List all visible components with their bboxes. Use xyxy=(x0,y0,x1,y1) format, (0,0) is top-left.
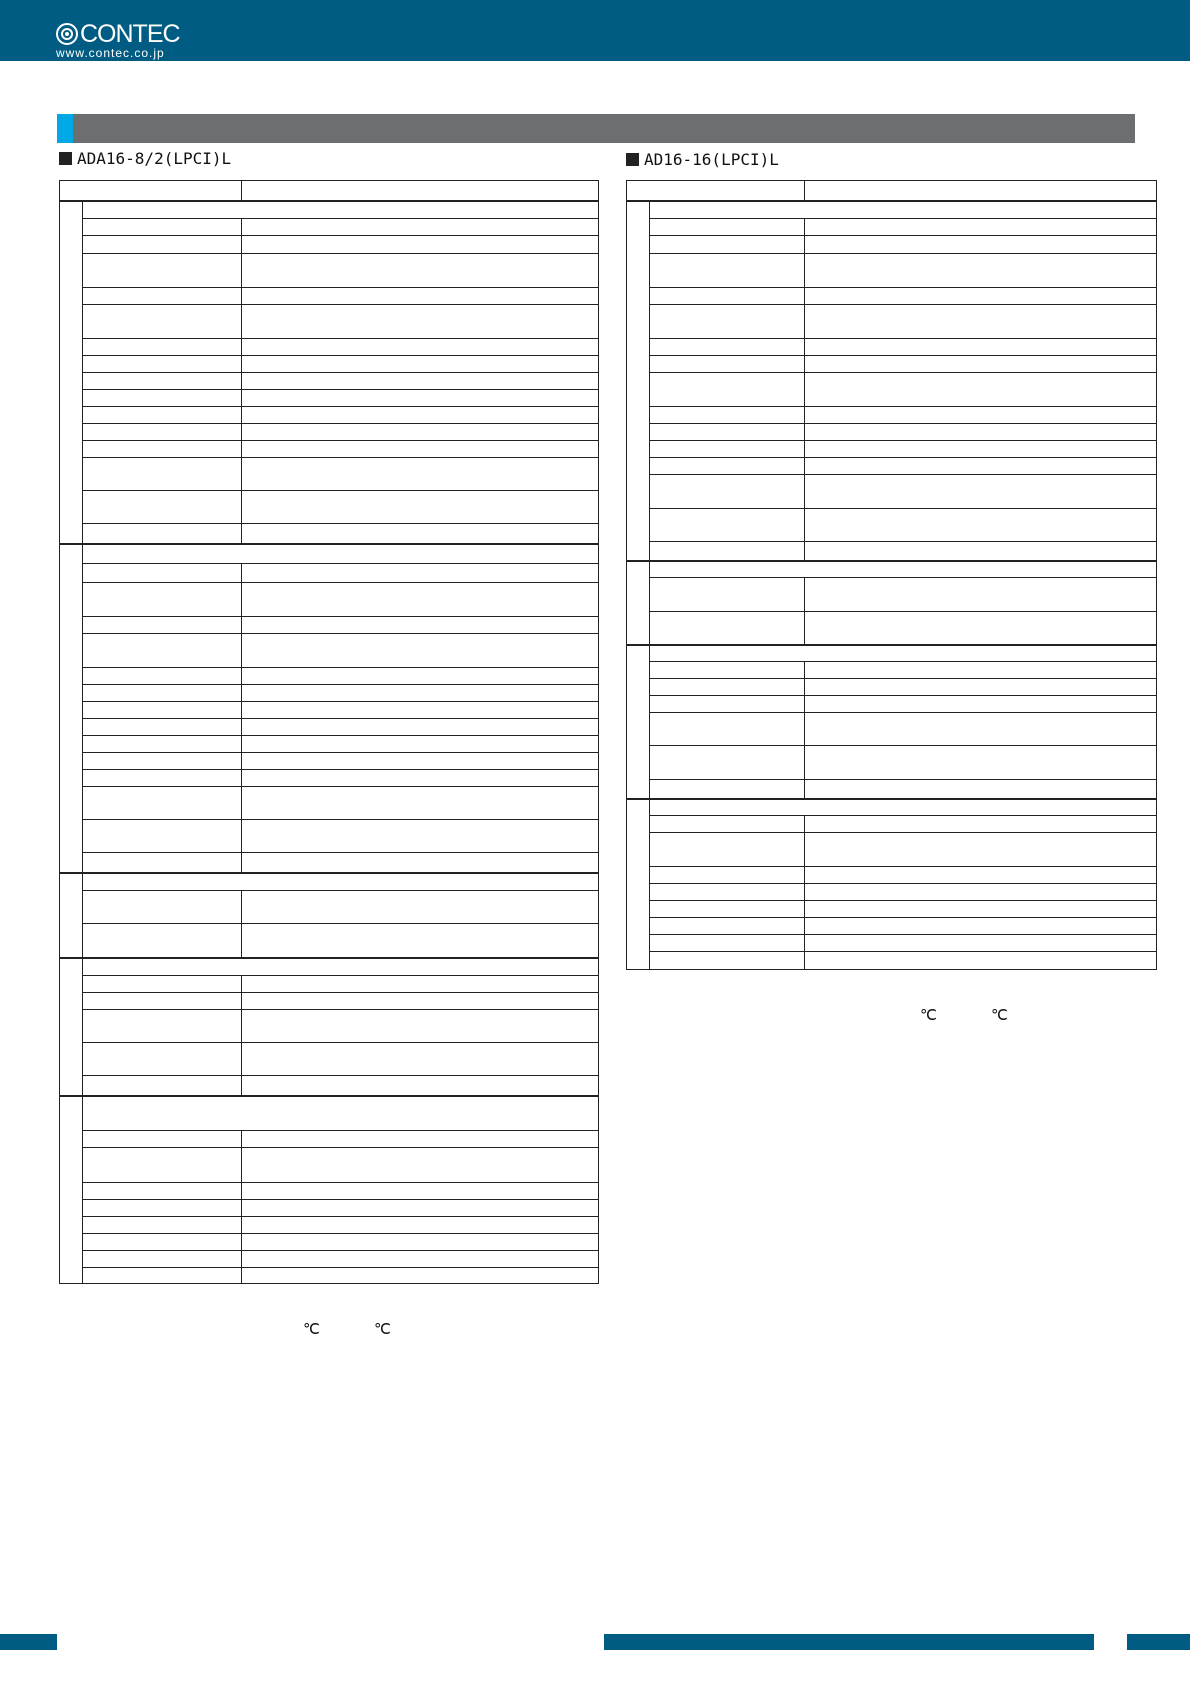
table-row-divider xyxy=(649,951,1156,952)
contec-logo[interactable] xyxy=(56,22,180,59)
footer-bar-left xyxy=(0,1634,57,1650)
table-row-divider xyxy=(649,779,1156,780)
footer-bar-right xyxy=(1127,1634,1190,1650)
table-row-divider xyxy=(649,235,1156,236)
table-row-divider xyxy=(82,819,598,820)
left-temp-unit-1: ℃ xyxy=(303,1321,320,1338)
right-model-name: AD16-16(LPCI)L xyxy=(644,150,779,169)
table-row-divider xyxy=(649,304,1156,305)
table-row-divider xyxy=(82,1130,598,1131)
brand-url[interactable]: www.contec.co.jp xyxy=(56,46,165,60)
table-row-divider xyxy=(649,406,1156,407)
table-row-divider xyxy=(649,338,1156,339)
table-row-divider xyxy=(649,355,1156,356)
table-row-divider xyxy=(82,423,598,424)
table-row-divider xyxy=(82,235,598,236)
table-row-divider xyxy=(82,701,598,702)
table-row-divider xyxy=(649,287,1156,288)
table-row-divider xyxy=(82,769,598,770)
table-row-divider xyxy=(82,1182,598,1183)
left-model-name: ADA16-8/2(LPCI)L xyxy=(77,149,232,168)
table-row-divider xyxy=(82,1075,598,1076)
table-row-divider xyxy=(649,440,1156,441)
table-row-divider xyxy=(649,508,1156,509)
table-row-divider xyxy=(82,852,598,853)
table-row-divider xyxy=(82,1199,598,1200)
table-row-divider xyxy=(649,934,1156,935)
table-column-divider xyxy=(804,815,805,969)
table-row-divider xyxy=(649,745,1156,746)
right-temp-unit-2: ℃ xyxy=(991,1007,1008,1024)
right-model-title xyxy=(626,150,779,169)
right-spec-table xyxy=(626,180,1157,970)
table-row-divider xyxy=(649,712,1156,713)
table-column-divider xyxy=(241,975,242,1095)
square-bullet-icon xyxy=(626,153,639,166)
table-row-divider xyxy=(82,1233,598,1234)
contec-logo-icon xyxy=(56,23,78,45)
table-column-divider xyxy=(82,1095,83,1283)
table-column-divider xyxy=(649,560,650,644)
table-row-divider xyxy=(82,1267,598,1268)
table-column-divider xyxy=(804,181,805,200)
table-row-divider xyxy=(627,200,1156,202)
table-row-divider xyxy=(82,616,598,617)
table-row-divider xyxy=(82,457,598,458)
table-row-divider xyxy=(60,957,598,959)
table-row-divider xyxy=(60,200,598,202)
table-row-divider xyxy=(82,287,598,288)
table-row-divider xyxy=(82,338,598,339)
table-row-divider xyxy=(82,490,598,491)
table-row-divider xyxy=(82,1147,598,1148)
table-row-divider xyxy=(649,678,1156,679)
square-bullet-icon xyxy=(59,152,72,165)
table-row-divider xyxy=(82,633,598,634)
table-row-divider xyxy=(649,541,1156,542)
table-row-divider xyxy=(82,355,598,356)
table-row-divider xyxy=(60,872,598,874)
table-row-divider xyxy=(649,457,1156,458)
table-row-divider xyxy=(82,218,598,219)
table-row-divider xyxy=(82,1042,598,1043)
section-title-bar xyxy=(57,114,1135,143)
table-row-divider xyxy=(649,611,1156,612)
table-column-divider xyxy=(241,1130,242,1283)
table-row-divider xyxy=(60,1095,598,1097)
table-row-divider xyxy=(649,883,1156,884)
table-row-divider xyxy=(82,786,598,787)
header-bar xyxy=(0,0,1190,61)
table-column-divider xyxy=(241,181,242,200)
section-title-accent xyxy=(57,114,73,143)
table-row-divider xyxy=(649,900,1156,901)
table-row-divider xyxy=(649,661,1156,662)
table-row-divider xyxy=(627,798,1156,800)
table-row-divider xyxy=(649,695,1156,696)
table-row-divider xyxy=(649,832,1156,833)
right-temp-unit-1: ℃ xyxy=(920,1007,937,1024)
table-row-divider xyxy=(82,440,598,441)
table-row-divider xyxy=(82,718,598,719)
table-row-divider xyxy=(649,815,1156,816)
table-column-divider xyxy=(649,200,650,560)
table-row-divider xyxy=(82,975,598,976)
table-row-divider xyxy=(627,560,1156,562)
brand-name: CONTEC xyxy=(80,20,180,48)
table-column-divider xyxy=(82,543,83,872)
table-row-divider xyxy=(82,563,598,564)
table-row-divider xyxy=(649,218,1156,219)
table-row-divider xyxy=(82,684,598,685)
table-column-divider xyxy=(82,872,83,957)
table-row-divider xyxy=(82,304,598,305)
footer-bar-center xyxy=(604,1634,1094,1650)
table-row-divider xyxy=(82,389,598,390)
table-row-divider xyxy=(82,735,598,736)
left-temp-unit-2: ℃ xyxy=(374,1321,391,1338)
table-row-divider xyxy=(649,253,1156,254)
table-row-divider xyxy=(649,866,1156,867)
table-row-divider xyxy=(82,923,598,924)
table-row-divider xyxy=(82,253,598,254)
table-row-divider xyxy=(649,474,1156,475)
table-row-divider xyxy=(82,1216,598,1217)
left-spec-table xyxy=(59,180,599,1284)
table-row-divider xyxy=(82,1009,598,1010)
table-column-divider xyxy=(241,218,242,543)
table-row-divider xyxy=(649,372,1156,373)
table-row-divider xyxy=(82,667,598,668)
table-column-divider xyxy=(804,661,805,798)
table-row-divider xyxy=(649,917,1156,918)
table-row-divider xyxy=(627,644,1156,646)
table-row-divider xyxy=(60,543,598,545)
table-row-divider xyxy=(649,423,1156,424)
table-row-divider xyxy=(82,523,598,524)
table-row-divider xyxy=(82,890,598,891)
table-row-divider xyxy=(82,992,598,993)
table-row-divider xyxy=(82,372,598,373)
table-row-divider xyxy=(82,582,598,583)
table-row-divider xyxy=(82,406,598,407)
left-model-title xyxy=(59,149,231,168)
table-row-divider xyxy=(82,1250,598,1251)
table-row-divider xyxy=(82,752,598,753)
table-row-divider xyxy=(649,577,1156,578)
table-column-divider xyxy=(649,644,650,798)
